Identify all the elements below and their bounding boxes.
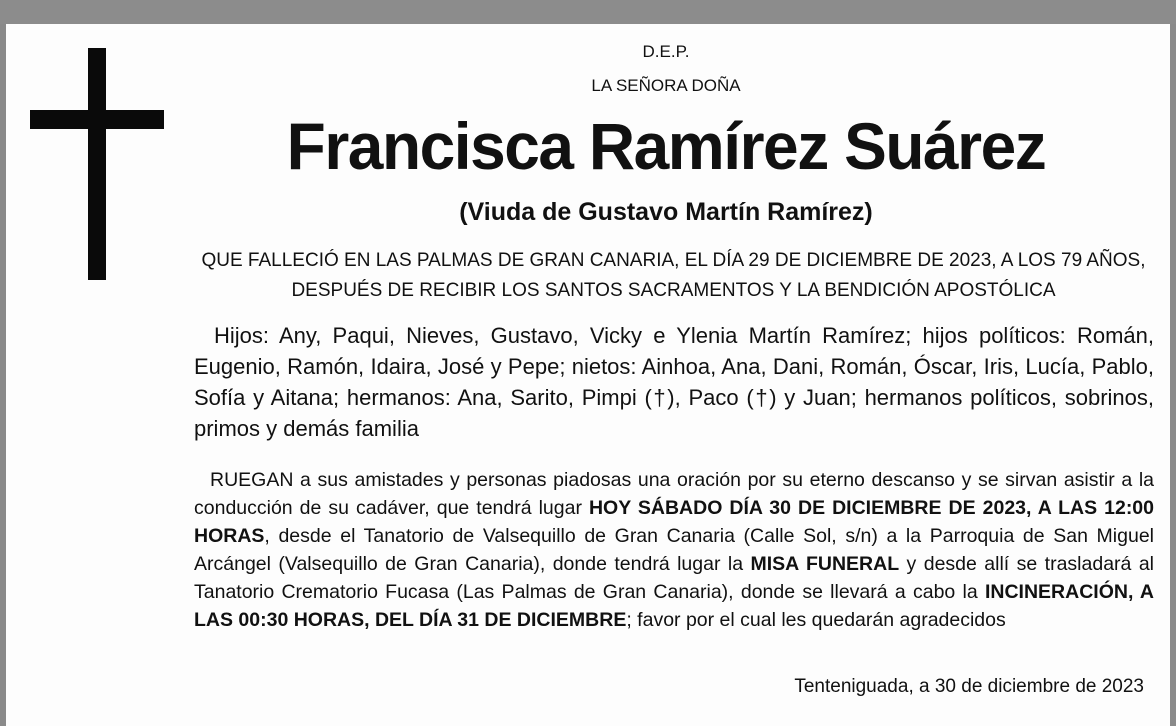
cross-vertical-bar: [88, 48, 106, 280]
request-mass: MISA FUNERAL: [750, 553, 900, 575]
family-list: Hijos: Any, Paqui, Nieves, Gustavo, Vicky e Ylenia Martín Ramírez; hijos políticos: Román, Eugenio, Ramón, Idaira, José y Pepe; nietos: Ainhoa, Ana, Dani, Román, Óscar, Iris, Lucía, Pablo, Sofía y Aitana; hermanos: Ana, Sarito, Pimpi (†), Paco (†) y Juan; hermanos políticos, sobrinos, primos y demás familia: [194, 323, 1154, 441]
honorific-heading: LA SEÑORA DOÑA: [591, 76, 741, 95]
request-date-time: HOY SÁBADO DÍA 30 DE DICIEMBRE DE 2023, A LAS 12:00 HORAS: [194, 497, 1154, 547]
request-text-2: , desde el Tanatorio de Valsequillo de Gran Canaria (Calle Sol, s/n) a la Parroquia de San Miguel Arcángel (Valsequillo de Gran Canaria), donde tendrá lugar la: [194, 525, 1154, 575]
funeral-request: [194, 466, 1154, 634]
dep-heading: D.E.P.: [642, 42, 690, 61]
request-text-4: ; favor por el cual les quedarán agradecidos: [626, 609, 1006, 631]
request-cremation: INCINERACIÓN, A LAS 00:30 HORAS, DEL DÍA 31 DE DICIEMBRE: [194, 581, 1154, 631]
deceased-name: Francisca Ramírez Suárez: [286, 109, 1046, 183]
place-date-signature: Tenteniguada, a 30 de diciembre de 2023: [794, 676, 1144, 697]
top-border: [0, 0, 1176, 24]
request-text-3: y desde allí se trasladará al Tanatorio Crematorio Fucasa (Las Palmas de Gran Canaria), donde se llevará a cabo la: [194, 553, 1154, 603]
widow-of-line: (Viuda de Gustavo Martín Ramírez): [459, 198, 873, 226]
request-text-1: RUEGAN a sus amistades y personas piadosas una oración por su eterno descanso y se sirvan asistir a la conducción de su cadáver, que tendrá lugar: [194, 469, 1154, 519]
passed-away-text: QUE FALLECIÓ EN LAS PALMAS DE GRAN CANARIA, EL DÍA 29 DE DICIEMBRE DE 2023, A LOS 79 AÑOS, DESPUÉS DE RECIBIR LOS SANTOS SACRAMENTOS Y LA BENDICIÓN APOSTÓLICA: [201, 250, 1146, 301]
cross-horizontal-bar: [30, 110, 164, 129]
obituary-notice: [6, 24, 1170, 726]
cross-icon: [30, 48, 164, 280]
